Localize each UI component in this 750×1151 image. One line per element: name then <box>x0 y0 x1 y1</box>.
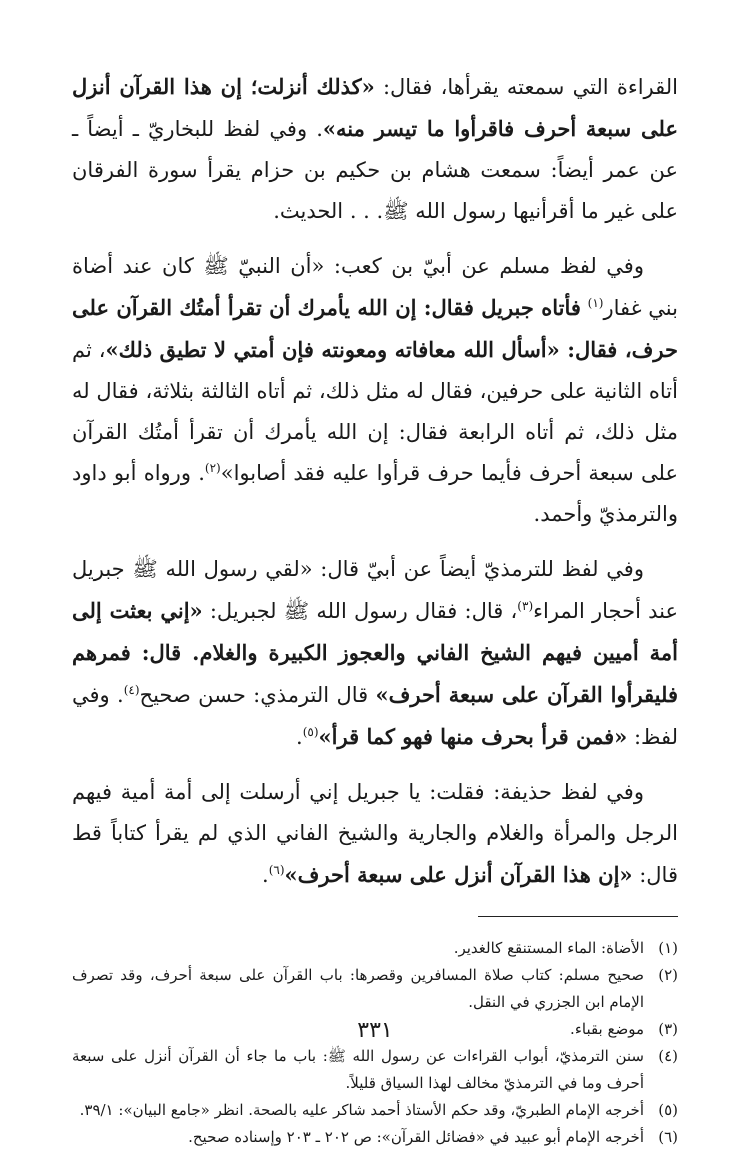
p3-text-2: ، قال: فقال رسول الله ﷺ لجبريل: <box>202 599 518 623</box>
body-paragraph-3 <box>72 549 678 758</box>
page-content <box>72 66 678 1151</box>
footnote-text: الأضاة: الماء المستنقع كالغدير. <box>453 939 644 957</box>
footnote-5 <box>72 1097 678 1124</box>
p3-text-5: . <box>296 725 303 749</box>
p2-text-3: . ورواه أبو داود والترمذيّ وأحمد. <box>72 461 678 526</box>
body-paragraph-4 <box>72 772 678 896</box>
p3-bold-quote-1: «إني بعثت إلى أمة أميين فيهم الشيخ الفاني والعجوز الكبيرة والغلام. قال: فمرهم فليقرأوا القرآن على سبعة أحرف» <box>72 598 678 707</box>
footnote-separator <box>478 916 678 917</box>
p3-text-3: قال الترمذي: حسن صحيح <box>139 683 376 707</box>
footnote-ref-4[interactable]: (٤) <box>123 683 140 697</box>
footnote-4 <box>72 1043 678 1097</box>
p4-text-2: . <box>262 863 269 887</box>
footnote-ref-6[interactable]: (٦) <box>268 863 285 877</box>
p4-bold-quote: «إن هذا القرآن أنزل على سبعة أحرف» <box>284 862 633 887</box>
footnote-text: سنن الترمذيّ، أبواب القراءات عن رسول الله ﷺ: باب ما جاء أن القرآن أنزل على سبعة أحرف وما في الترمذيّ مخالف لهذا السياق قليلاً. <box>72 1047 644 1092</box>
footnotes-section <box>72 935 678 1151</box>
p1-text-1: القراءة التي سمعته يقرأها، فقال: <box>374 75 678 99</box>
footnote-number: (٤) <box>658 1047 678 1065</box>
p3-text-1: وفي لفظ للترمذيّ أيضاً عن أبيّ قال: «لقي رسول الله ﷺ جبريل عند أحجار المراء <box>72 557 678 623</box>
footnote-text: موضع بقباء. <box>570 1020 644 1038</box>
body-paragraph-2 <box>72 246 678 535</box>
p2-text-1: وفي لفظ مسلم عن أبيّ بن كعب: «أن النبيّ ﷺ كان عند أضاة بني غفار <box>72 254 678 320</box>
footnote-ref-3[interactable]: (٣) <box>517 599 534 613</box>
footnote-6 <box>72 1124 678 1151</box>
footnote-number: (٦) <box>658 1128 678 1146</box>
p1-bold-quote: «كذلك أنزلت؛ إن هذا القرآن أنزل على سبعة أحرف فاقرأوا ما تيسر منه» <box>72 74 678 141</box>
p2-text-2: ، ثم أتاه الثانية على حرفين، فقال له مثل ذلك، ثم أتاه الثالثة بثلاثة، فقال له مثل ذلك، ثم أتاه الرابعة فقال: إن الله يأمرك أن تقرأ أمتُك القرآن على سبعة أحرف فأيما حرف قرأوا عليه فقد أصابوا» <box>72 338 678 485</box>
footnote-ref-5[interactable]: (٥) <box>302 725 319 739</box>
footnote-text: أخرجه الإمام الطبريّ، وقد حكم الأستاذ أحمد شاكر عليه بالصحة. انظر «جامع البيان»: ٣٩/١. <box>79 1101 644 1119</box>
footnote-number: (٥) <box>658 1101 678 1119</box>
footnote-text: أخرجه الإمام أبو عبيد في «فضائل القرآن»: ص ٢٠٢ ـ ٢٠٣ وإسناده صحيح. <box>188 1128 644 1146</box>
p3-bold-quote-2: «فمن قرأ بحرف منها فهو كما قرأ» <box>318 724 628 749</box>
footnote-ref-2[interactable]: (٢) <box>204 461 221 475</box>
footnote-ref-1[interactable]: (١) <box>587 296 604 310</box>
p3-text-4: . وفي لفظ: <box>72 683 678 749</box>
p4-text-1: وفي لفظ حذيفة: فقلت: يا جبريل إني أرسلت إلى أمة أمية فيهم الرجل والمرأة والغلام والجارية والشيخ الفاني الذي لم يقرأ كتاباً قط قال: <box>72 780 678 887</box>
footnote-number: (١) <box>658 939 678 957</box>
p1-text-2: . وفي لفظ للبخاريّ ـ أيضاً ـ عن عمر أيضاً: سمعت هشام بن حكيم بن حزام يقرأ سورة الفرقان على غير ما أقرأنيها رسول الله ﷺ. . . الحديث. <box>72 117 678 223</box>
footnote-text: صحيح مسلم: كتاب صلاة المسافرين وقصرها: باب القرآن على سبعة أحرف، وقد تصرف الإمام ابن الجزري في النقل. <box>72 966 644 1011</box>
footnote-number: (٢) <box>658 966 678 984</box>
footnote-2 <box>72 962 678 1016</box>
footnote-1 <box>72 935 678 962</box>
body-paragraph-1 <box>72 66 678 232</box>
page-number: ٣٣١ <box>357 1018 393 1043</box>
footnote-number: (٣) <box>658 1020 678 1038</box>
p2-bold-quote: فأتاه جبريل فقال: إن الله يأمرك أن تقرأ أمتُك القرآن على حرف، فقال: «أسأل الله معافاته ومعونته فإن أمتي لا تطيق ذلك» <box>72 295 678 362</box>
